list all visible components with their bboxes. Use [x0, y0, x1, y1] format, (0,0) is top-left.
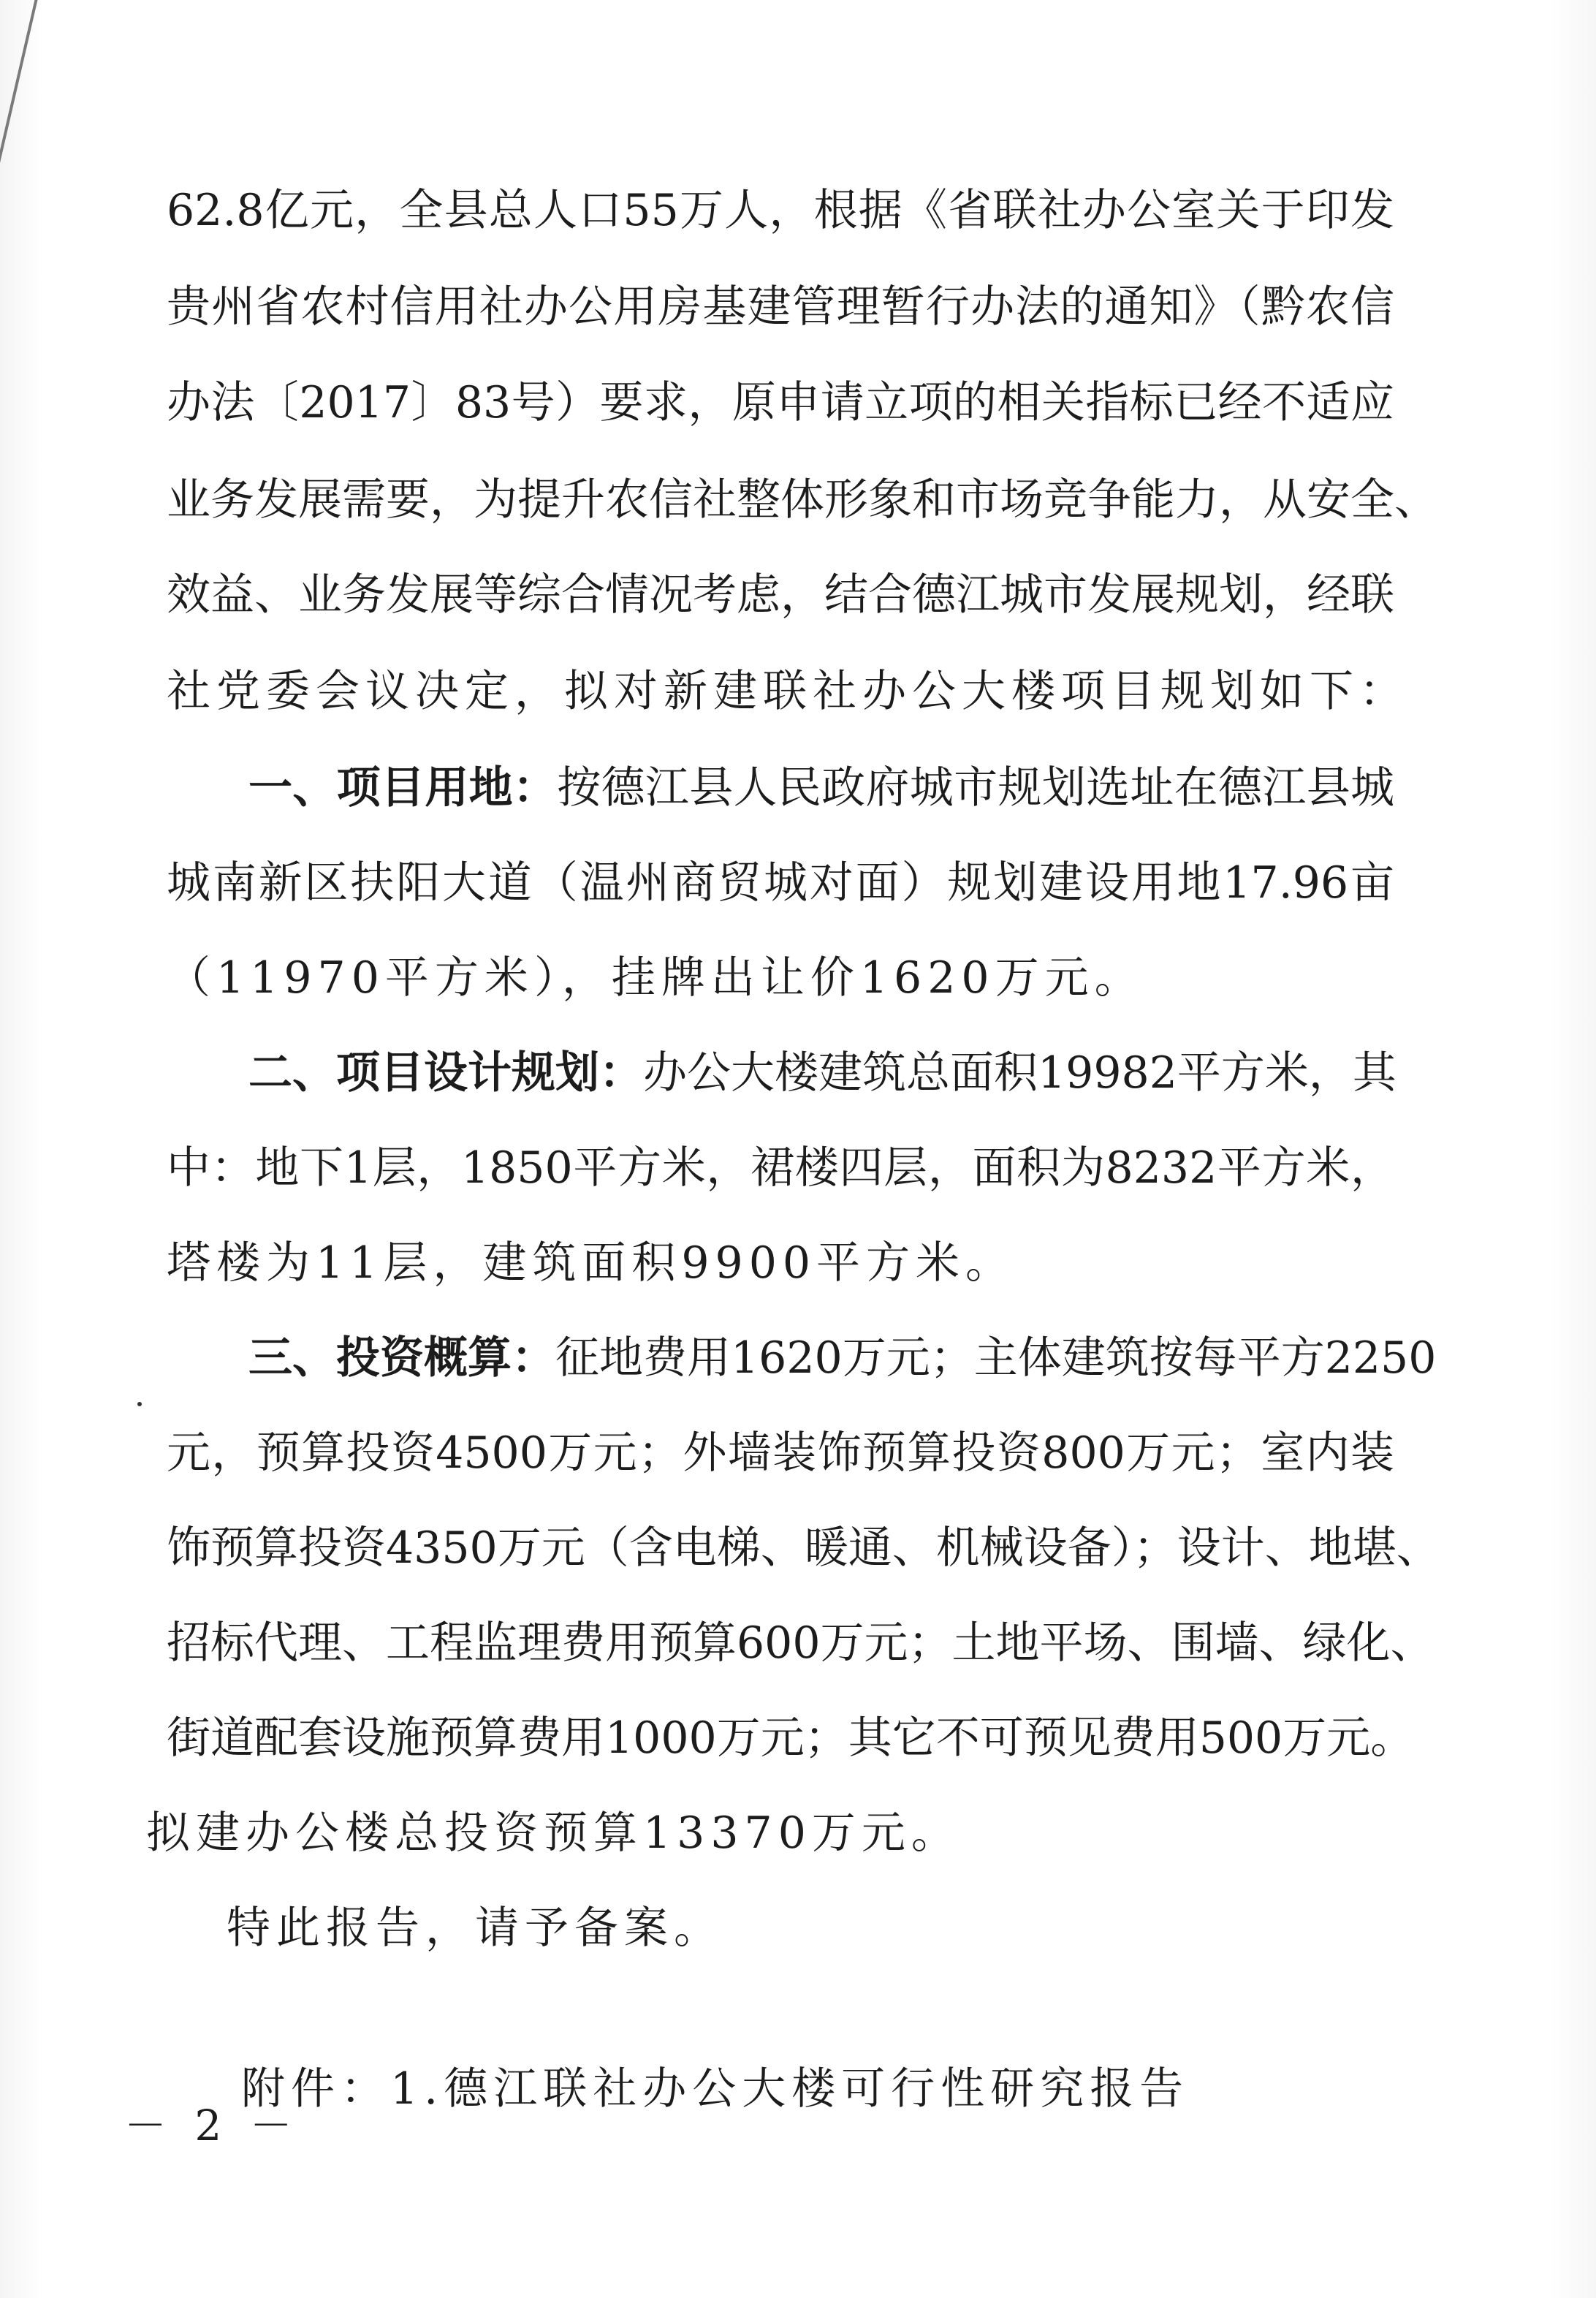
- section-3-text: 征地费用1620万元；主体建筑按每平方2250: [555, 1332, 1437, 1384]
- section-2-heading: 二、项目设计规划：: [248, 1047, 643, 1099]
- body-line: 社党委会议决定，拟对新建联社办公大楼项目规划如下：: [167, 666, 1409, 717]
- attachment-line: 附件：1.德江联社办公大楼可行性研究报告: [241, 2063, 1190, 2115]
- section-1-line: [248, 760, 1394, 816]
- body-line: 街道配套设施预算费用1000万元；其它不可预见费用500万元。: [167, 1713, 1415, 1764]
- body-line: 饰预算投资4350万元（含电梯、暖通、机械设备）；设计、地堪、: [167, 1522, 1440, 1574]
- body-line: 效益、业务发展等综合情况考虑，结合德江城市发展规划，经联: [167, 569, 1394, 621]
- body-line: 中：地下1层，1850平方米，裙楼四层，面积为8232平方米，: [167, 1142, 1394, 1194]
- section-3-line: [248, 1330, 1437, 1386]
- section-2-line: [248, 1045, 1394, 1101]
- section-1-heading: 一、项目用地：: [248, 762, 558, 814]
- body-line: 元，预算投资4500万元；外墙装饰预算投资800万元；室内装: [167, 1427, 1394, 1479]
- section-3-heading: 三、投资概算：: [248, 1332, 555, 1384]
- closing-line: 特此报告，请予备案。: [227, 1903, 723, 1954]
- body-line: 62.8亿元，全县总人口55万人，根据《省联社办公室关于印发: [167, 185, 1394, 236]
- body-line: 办法〔2017〕83号）要求，原申请立项的相关指标已经不适应: [167, 377, 1394, 428]
- body-line: 城南新区扶阳大道（温州商贸城对面）规划建设用地17.96亩: [167, 857, 1394, 909]
- body-line: 业务发展需要，为提升农信社整体形象和市场竞争能力，从安全、: [167, 474, 1438, 526]
- scan-edge-line: [0, 0, 88, 241]
- section-2-text: 办公大楼建筑总面积19982平方米，其: [643, 1047, 1396, 1099]
- page-number: － 2 －: [124, 2101, 300, 2150]
- body-line: 拟建办公楼总投资预算13370万元。: [146, 1808, 961, 1859]
- body-line: 贵州省农村信用社办公用房基建管理暂行办法的通知》（黔农信: [167, 281, 1394, 333]
- body-line: 塔楼为11层，建筑面积9900平方米。: [167, 1237, 1016, 1289]
- scan-speck: [137, 1402, 142, 1406]
- section-1-text: 按德江县人民政府城市规划选址在德江县城: [557, 762, 1395, 814]
- body-line: 招标代理、工程监理费用预算600万元；土地平场、围墙、绿化、: [167, 1618, 1434, 1669]
- body-line: （11970平方米），挂牌出让价1620万元。: [167, 952, 1144, 1004]
